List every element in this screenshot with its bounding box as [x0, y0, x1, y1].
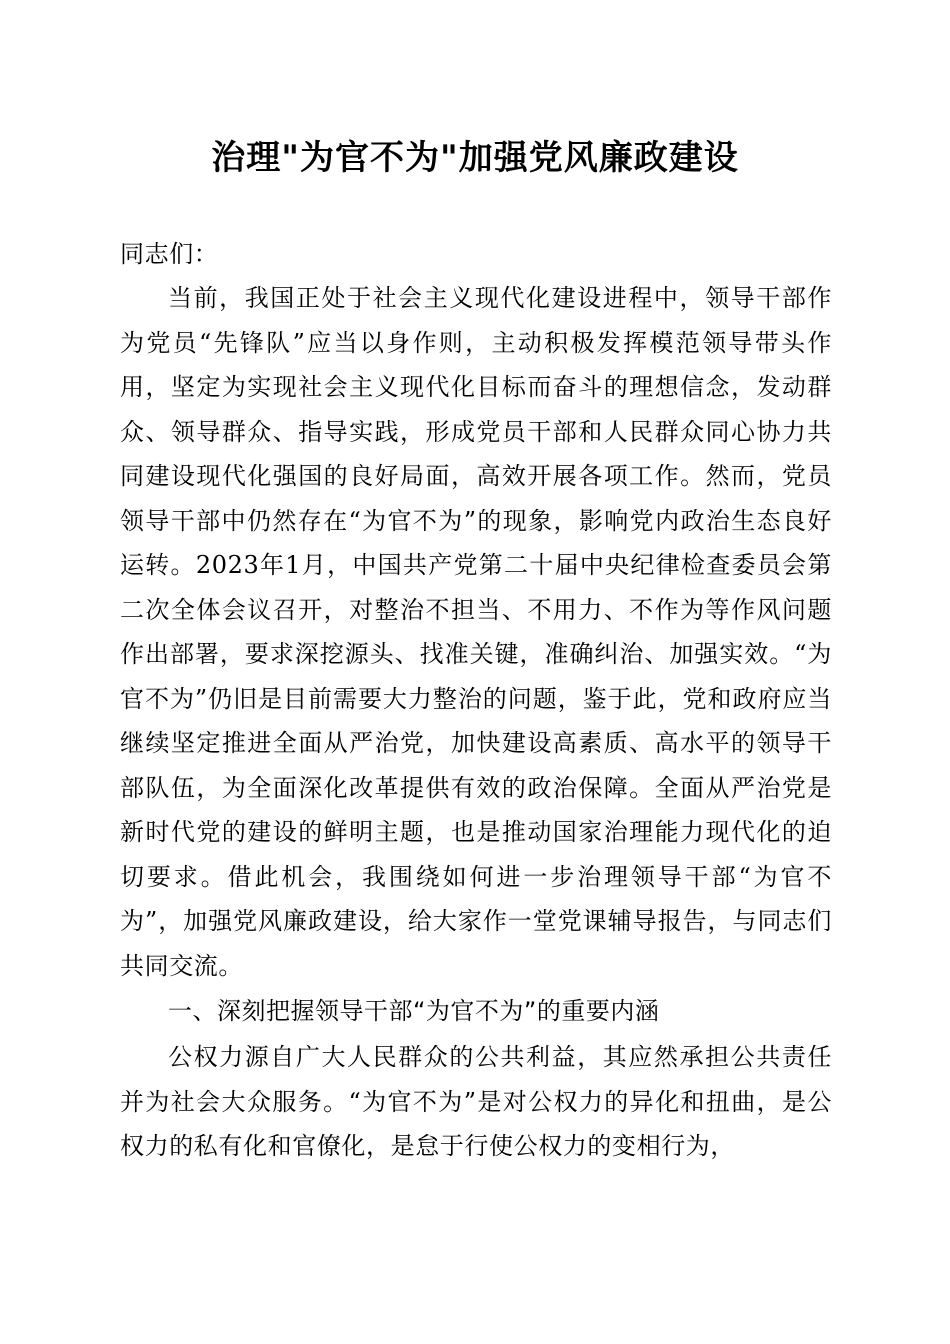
paragraph-intro: 当前，我国正处于社会主义现代化建设进程中，领导干部作为党员“先锋队”应当以身作则，主动积极发挥模范领导带头作用，坚定为实现社会主义现代化目标而奋斗的理想信念，发动群众、领导群众、指导实践，形成党员干部和人民群众同心协力共同建设现代化强国的良好局面，高效开展各项工作。然而，党员领导干部中仍然存在“为官不为”的现象，影响党内政治生态良好运转。2023年1月，中国共产党第二十届中央纪律检查委员会第二次全体会议召开，对整治不担当、不用力、不作为等作风问题作出部署，要求深挖源头、找准关键，准确纠治、加强实效。“为官不为”仍旧是目前需要大力整治的问题，鉴于此，党和政府应当继续坚定推进全面从严治党，加快建设高素质、高水平的领导干部队伍，为全面深化改革提供有效的政治保障。全面从严治党是新时代党的建设的鲜明主题，也是推动国家治理能力现代化的迫切要求。借此机会，我围绕如何进一步治理领导干部“为官不为”，加强党风廉政建设，给大家作一堂党课辅导报告，与同志们共同交流。 — [120, 284, 832, 980]
document-title: 治理"为官不为"加强党风廉政建设 — [211, 138, 739, 178]
salutation: 同志们： — [120, 240, 219, 268]
paragraph-section-1: 公权力源自广大人民群众的公共利益，其应然承担公共责任并为社会大众服务。“为官不为”是对公权力的异化和扭曲，是公权力的私有化和官僚化，是怠于行使公权力的变相行为， — [120, 1043, 832, 1160]
section-heading-1: 一、深刻把握领导干部“为官不为”的重要内涵 — [168, 997, 660, 1025]
